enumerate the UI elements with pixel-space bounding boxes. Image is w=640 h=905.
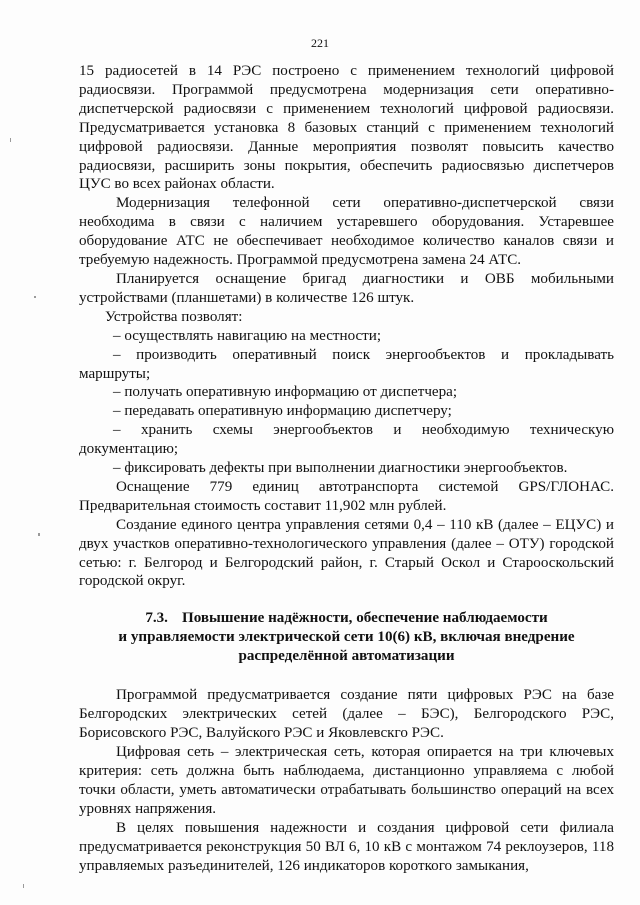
paragraph: – получать оперативную информацию от диспетчера; — [113, 384, 458, 401]
paragraph: Создание единого центра управления сетями 0,4 – 110 кВ (далее – ЕЦУС) и двух участков оперативно-технологического управления (далее – ОТУ) городской сетью: г. Белгород и Белгородский район, г. Старый Оскол и Старооскольский городской округ. — [79, 516, 614, 590]
scan-mark — [34, 296, 36, 298]
paragraph: – хранить схемы энергообъектов и необходимую техническую документацию; — [79, 422, 614, 458]
section-title-line-1: Повышение надёжности, обеспечение наблюдаемости — [181, 610, 548, 627]
paragraph: – производить оперативный поиск энергообъектов и прокладывать маршруты; — [79, 346, 614, 382]
paragraph: Оснащение 779 единиц автотранспорта системой GPS/ГЛОНАС. Предварительная стоимость составит 11,902 млн рублей. — [79, 478, 614, 514]
scan-mark — [38, 533, 40, 536]
section-title-line-3: распределённой автоматизации — [238, 648, 455, 665]
paragraph: – передавать оперативную информацию диспетчеру; — [113, 403, 452, 420]
paragraph: Цифровая сеть – электрическая сеть, которая опирается на три ключевых критерия: сеть должна быть наблюдаема, дистанционно управляема с любой точки области, уметь автоматически отрабатывать большинство операций на всех уровнях напряжения. — [79, 744, 614, 817]
page-number: 221 — [311, 36, 329, 50]
top-paragraphs — [79, 62, 614, 591]
scan-mark — [10, 138, 11, 142]
section-title-line-2: и управляемости электрической сети 10(6) кВ, включая внедрение — [118, 629, 575, 646]
paragraph: В целях повышения надежности и создания цифровой сети филиала предусматривается реконструкция 50 ВЛ 6, 10 кВ с монтажом 74 реклоузеров, 118 управляемых разъединителей, 126 индикаторов короткого замыкания, — [79, 819, 614, 874]
paragraph: Модернизация телефонной сети оперативно-диспетчерской связи необходима в связи с наличием устаревшего оборудования. Устаревшее оборудование АТС не обеспечивает необходимое количество каналов связи и требуемую надежность. Программой предусмотрена замена 24 АТС. — [79, 195, 614, 269]
section-heading — [79, 609, 614, 666]
paragraph: Устройства позволят: — [105, 308, 243, 325]
section-heading-line-1 — [79, 609, 614, 628]
scan-mark — [23, 884, 24, 888]
section-number: 7.3. — [145, 610, 168, 627]
paragraph: Планируется оснащение бригад диагностики и ОВБ мобильными устройствами (планшетами) в количестве 126 штук. — [79, 270, 614, 306]
document-body — [79, 62, 614, 875]
bottom-paragraphs — [79, 686, 614, 875]
paragraph: – осуществлять навигацию на местности; — [113, 327, 382, 344]
paragraph: 15 радиосетей в 14 РЭС построено с применением технологий цифровой радиосвязи. Программой предусмотрена модернизация сети оперативно-диспетчерской радиосвязи с применением технологий цифровой радиосвязи. Предусматривается установка 8 базовых станций с применением технологий цифровой радиосвязи. Данные мероприятия позволят повысить качество радиосвязи, расширить зоны покрытия, обеспечить радиосвязью диспетчеров ЦУС во всех районах области. — [79, 63, 614, 193]
paragraph: – фиксировать дефекты при выполнении диагностики энергообъектов. — [113, 460, 568, 477]
paragraph: Программой предусматривается создание пяти цифровых РЭС на базе Белгородских электрических сетей (далее – БЭС), Белгородского РЭС, Борисовского РЭС, Валуйского РЭС и Яковлевскго РЭС. — [79, 687, 614, 742]
